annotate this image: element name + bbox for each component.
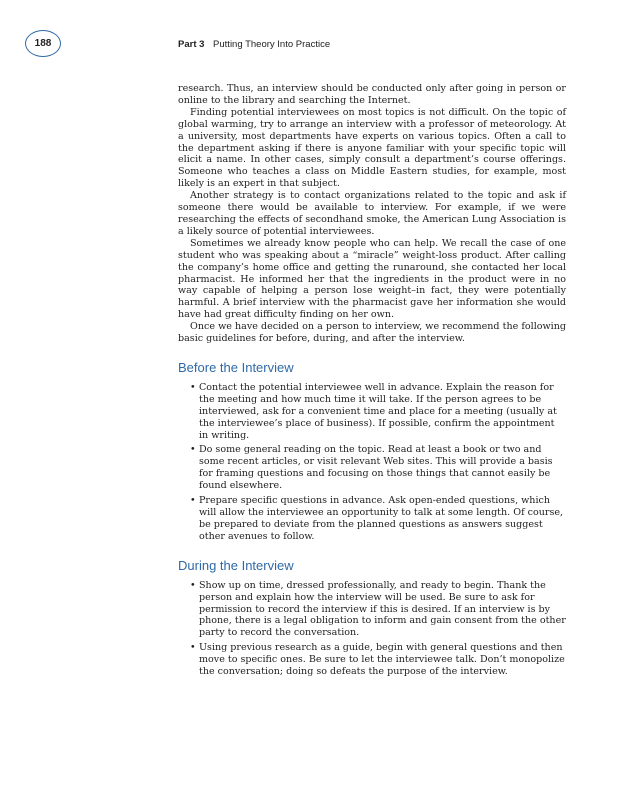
list-item (190, 382, 566, 442)
list-item (190, 495, 566, 543)
body-paragraph: Another strategy is to contact organizations related to the topic and ask if someone there would be available to interview. For example, if we were researching the effects of secondhand smoke, the American Lung Association is a likely source of potential interviewees. (178, 190, 566, 237)
bullet-icon: • (190, 495, 196, 507)
list-item (190, 444, 566, 492)
bullet-icon: • (190, 642, 196, 654)
list-item (190, 580, 566, 640)
body-paragraph: Sometimes we already know people who can help. We recall the case of one student who was speaking about a “miracle” weight-loss product. After calling the company’s home office and getting the runaround, she contacted her local pharmacist. He informed her that the ingredients in the product were in no way capable of helping a person lose weight–in fact, they were potentially harmful. A brief interview with the pharmacist gave her information she would have had great difficulty finding on her own. (178, 237, 566, 321)
section-heading-before-interview: Before the Interview (178, 359, 294, 375)
running-head (178, 39, 330, 50)
list-item (190, 642, 566, 678)
part-title: Putting Theory Into Practice (213, 39, 331, 50)
bullet-icon: • (190, 579, 196, 591)
bullet-icon: • (190, 444, 196, 456)
part-label: Part 3 (178, 39, 205, 50)
list-item-text: Prepare specific questions in advance. Ask open-ended questions, which will allow the interviewee an opportunity to talk at some length. Of course, be prepared to deviate from the planned questions as answers suggest other avenues to follow. (199, 495, 564, 542)
bullet-icon: • (190, 381, 196, 393)
list-item-text: Show up on time, dressed professionally, and ready to begin. Thank the person and explain how the interview will be used. Be sure to ask for permission to record the interview if this is desired. If an interview is by phone, there is a legal obligation to inform and gain consent from the other party to record the conversation. (199, 579, 566, 639)
page-content (178, 83, 566, 681)
list-item-text: Using previous research as a guide, begin with general questions and then move to specific ones. Be sure to let the interviewee talk. Don’t monopolize the conversation; doing so defeats the purpose of the interview. (199, 642, 565, 678)
list-item-text: Contact the potential interviewee well in advance. Explain the reason for the meeting and how much time it will take. If the person agrees to be interviewed, ask for a convenient time and place for a meeting (usually at the interviewee’s place of business). If possible, confirm the appointment in writing. (199, 381, 557, 441)
page-number: 188 (25, 30, 61, 57)
during-interview-list (178, 580, 566, 678)
list-item-text: Do some general reading on the topic. Read at least a book or two and some recent articles, or visit relevant Web sites. This will provide a basis for framing questions and focusing on those things that cannot easily be found elsewhere. (199, 444, 553, 492)
body-paragraph: Once we have decided on a person to interview, we recommend the following basic guidelines for before, during, and after the interview. (178, 321, 566, 345)
body-paragraph: Finding potential interviewees on most topics is not difficult. On the topic of global warming, try to arrange an interview with a professor of meteorology. At a university, most departments have experts on various topics. Often a call to the department asking if there is anyone familiar with your specific topic will elicit a name. In other cases, simply consult a department’s course offerings. Someone who teaches a class on Middle Eastern studies, for example, most likely is an expert in that subject. (178, 106, 566, 190)
body-paragraph: research. Thus, an interview should be conducted only after going in person or online to the library and searching the Internet. (178, 83, 566, 106)
before-interview-list (178, 382, 566, 543)
section-heading-during-interview: During the Interview (178, 557, 294, 573)
